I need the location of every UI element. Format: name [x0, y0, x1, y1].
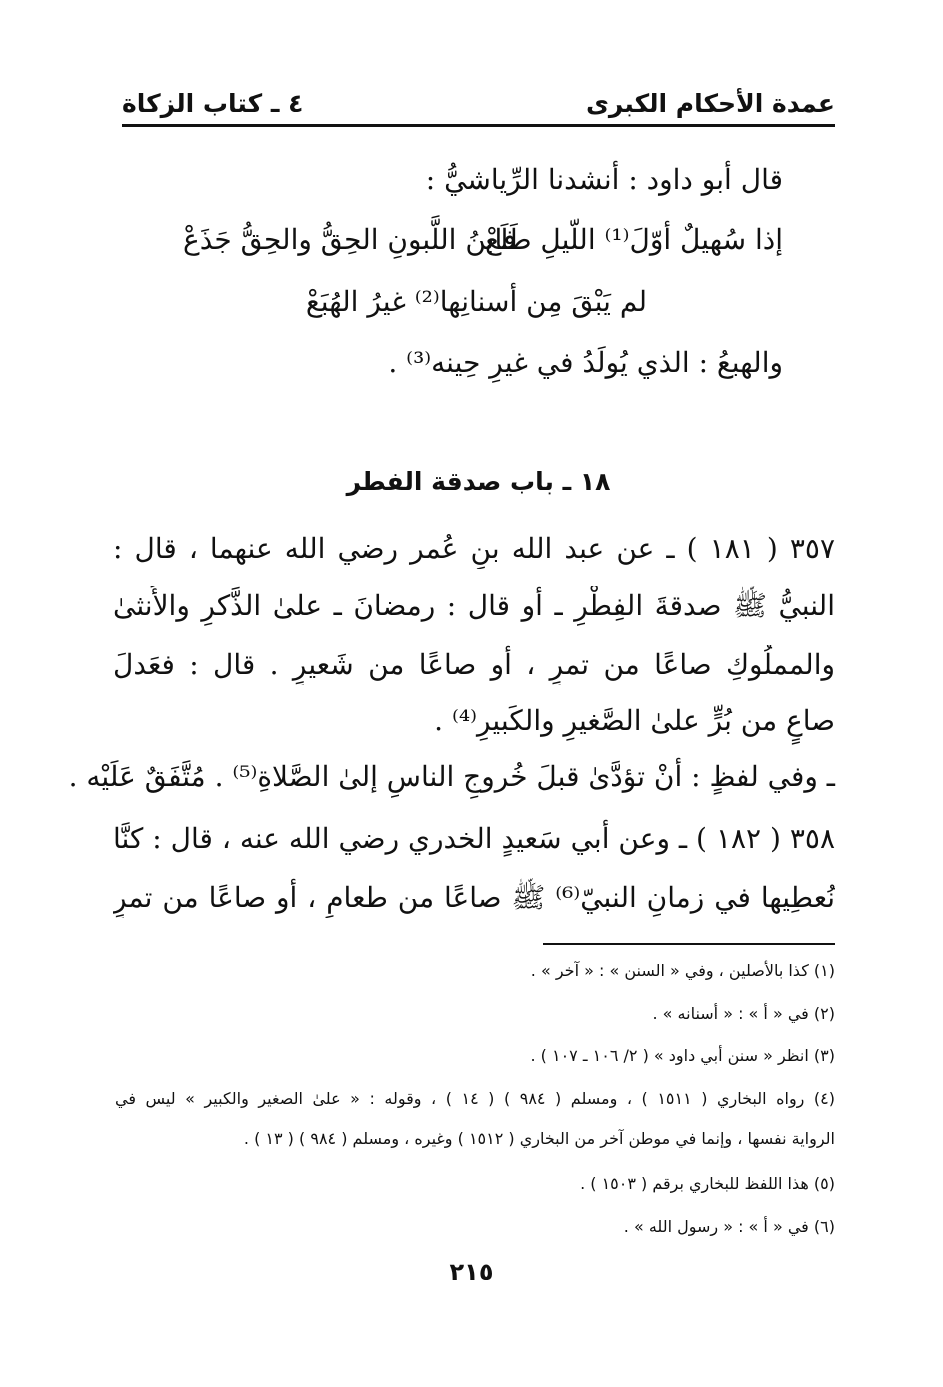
footnote-4-line-2: الرواية نفسها ، وإنما في موطن آخر من البخاري ( ١٥١٢ ) وغيره ، ومسلم ( ٩٨٤ ) ( ١٣ ) . [243, 1129, 835, 1148]
poem-explanation: والهبعُ : الذي يُولَدُ في غيرِ حِينه⁽³⁾ . [388, 346, 783, 379]
chapter-title: ٤ ـ كتاب الزكاة [122, 89, 304, 118]
hadith-357-line-2: النبيُّ ﷺ صدقةَ الفِطْرِ ـ أو قال : رمضانَ ـ علىٰ الذَّكرِ والأُنثىٰ [113, 589, 835, 622]
running-header [122, 78, 835, 118]
footnote-3: (٣) انظر « سنن أبي داود » ( ٢/ ١٠٦ ـ ١٠٧ ) . [530, 1046, 835, 1065]
verse2: لم يَبْقَ مِن أسنانِها⁽²⁾ غيرُ الهُبَعْ [305, 285, 647, 318]
footnote-2: (٢) في « أ » : « أسنانه » . [652, 1004, 835, 1023]
footnote-6: (٦) في « أ » : « رسول الله » . [623, 1217, 835, 1236]
hadith-357-line-1: ٣٥٧ ( ١٨١ ) ـ عن عبد الله بنِ عُمر رضي الله عنهما ، قال : [113, 532, 835, 565]
book-title: عمدة الأحكام الكبرى [585, 89, 835, 118]
verse1-first-hemistich: إذا سُهيلٌ أوّلَ⁽¹⁾ اللّيلِ طَلَعْ [485, 223, 783, 256]
footnote-rule [543, 943, 835, 945]
header-rule [122, 124, 835, 127]
hadith-357-line-4: صاعٍ من بُرٍّ علىٰ الصَّغيرِ والكَبيرِ⁽⁴⁾ . [434, 704, 835, 737]
hadith-358-line-1: ٣٥٨ ( ١٨٢ ) ـ وعن أبي سَعيدٍ الخدري رضي الله عنه ، قال : كنَّا [113, 822, 835, 855]
footnote-4-line-1: (٤) رواه البخاري ( ١٥١١ ) ، ومسلم ( ٩٨٤ ) ( ١٤ ) ، وقوله : « علىٰ الصغير والكبير » ليس في [115, 1089, 835, 1108]
hadith-358-line-2: نُعطِيها في زمانِ النبيّ⁽⁶⁾ ﷺ صاعًا من طعامٍ ، أو صاعًا من تمرٍ [113, 881, 835, 914]
footnote-1: (١) كذا بالأصلين ، وفي « السنن » : « آخر » . [530, 961, 835, 980]
page-number: ٢١٥ [449, 1258, 494, 1286]
verse1-second-hemistich: فابنُ اللَّبونِ الحِقُّ والحِقُّ جَذَعْ [183, 223, 517, 256]
footnote-5: (٥) هذا اللفظ للبخاري برقم ( ١٥٠٣ ) . [580, 1174, 835, 1193]
poem-intro: قال أبو داود : أنشدنا الرِّياشيُّ : [425, 163, 783, 196]
hadith-357-variant: ـ وفي لفظٍ : أنْ تؤدَّىٰ قبلَ خُروجِ الناسِ إلىٰ الصَّلاةِ⁽⁵⁾ . مُتَّفَقٌ عَلَيْه . [68, 760, 835, 793]
section-title: ١٨ ـ باب صدقة الفطر [346, 467, 611, 496]
hadith-357-line-3: والمملُوكِ صاعًا من تمرٍ ، أو صاعًا من شَعيرٍ . قال : فعَدلَ [113, 648, 835, 681]
